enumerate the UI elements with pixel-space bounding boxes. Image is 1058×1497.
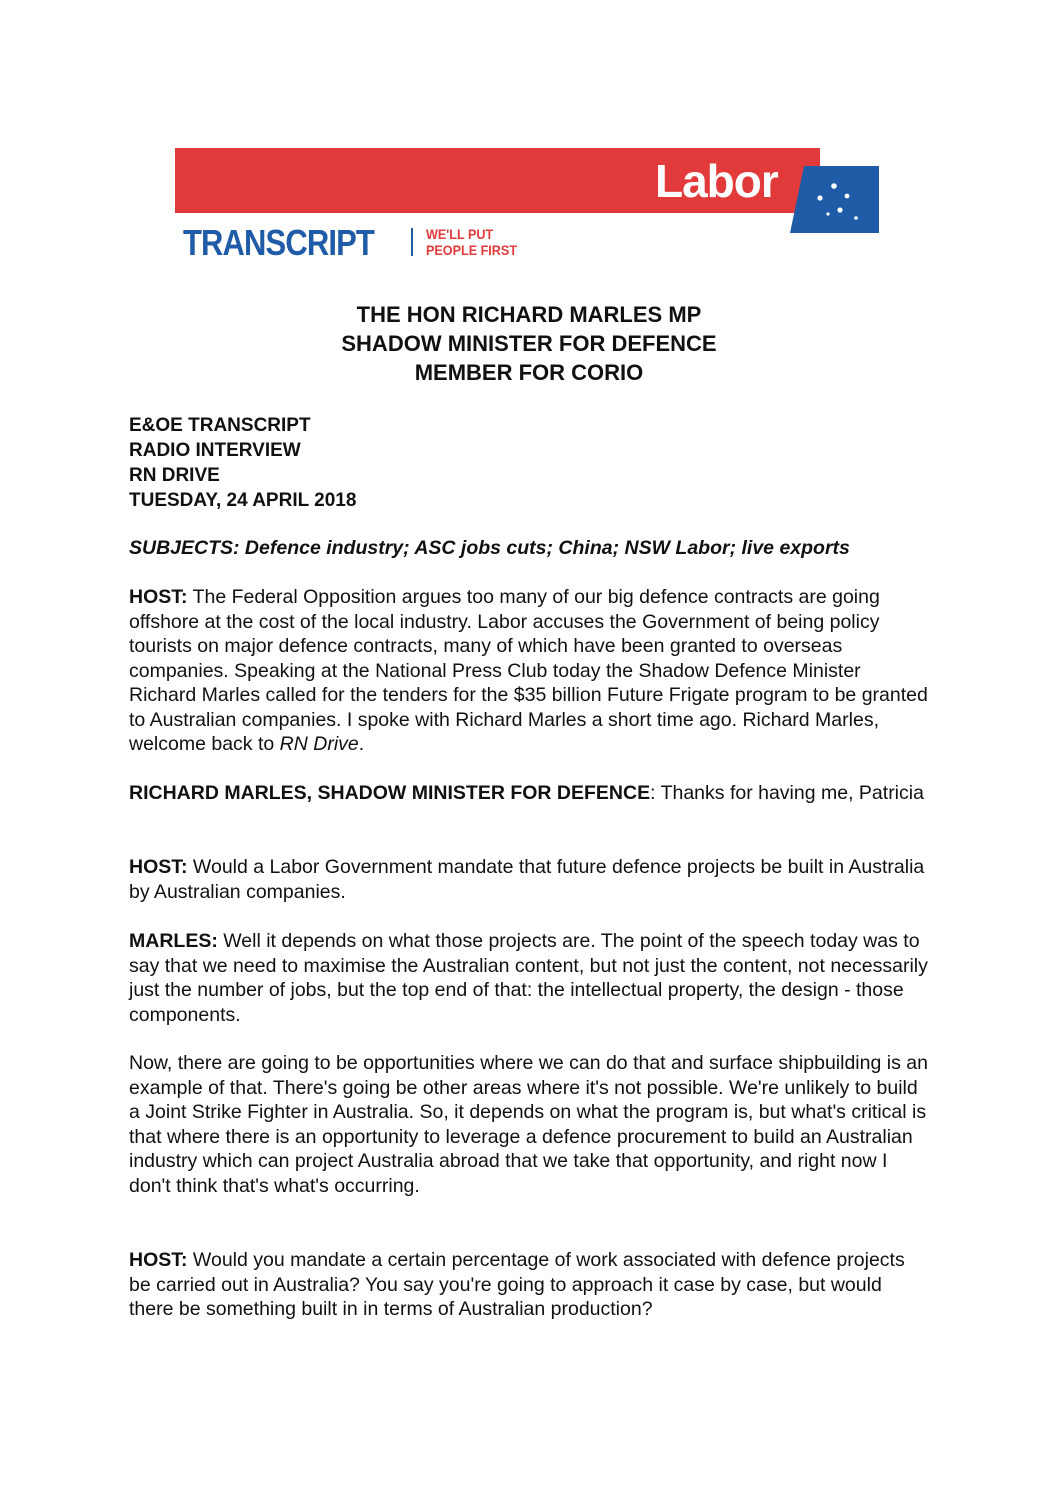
document-title <box>0 300 1058 387</box>
labor-logo-text: Labor <box>655 155 778 207</box>
paragraph-marles-3 <box>129 1051 929 1198</box>
transcript-meta <box>129 413 356 513</box>
subjects-line: SUBJECTS: Defence industry; ASC jobs cuts; China; NSW Labor; live exports <box>129 537 850 559</box>
title-line-1: THE HON RICHARD MARLES MP <box>356 302 702 327</box>
banner-slogan <box>426 226 517 258</box>
banner-title: TRANSCRIPT <box>183 222 374 263</box>
paragraph-end: . <box>358 733 365 755</box>
meta-line-2: RADIO INTERVIEW <box>129 440 301 461</box>
show-name: RN Drive <box>279 733 359 755</box>
speaker-label: HOST: <box>129 856 188 878</box>
meta-line-3: RN DRIVE <box>129 465 220 486</box>
southern-cross-flag-icon <box>790 166 879 233</box>
paragraph-marles-1 <box>129 781 929 806</box>
paragraph-text: Would you mandate a certain percentage of work associated with defence projects be carried out in Australia? You say you're going to approach it case by case, but would there be something built in in terms of Australian production? <box>129 1249 905 1320</box>
meta-line-1: E&OE TRANSCRIPT <box>129 415 311 436</box>
paragraph-text: : Thanks for having me, Patricia <box>650 782 924 804</box>
speaker-label: HOST: <box>129 1249 188 1271</box>
speaker-label: RICHARD MARLES, SHADOW MINISTER FOR DEFENCE <box>129 782 651 804</box>
banner-divider <box>411 228 413 256</box>
title-line-2: SHADOW MINISTER FOR DEFENCE <box>341 331 717 356</box>
paragraph-host-2 <box>129 855 929 904</box>
paragraph-host-3 <box>129 1248 929 1322</box>
speaker-label: MARLES: <box>129 930 218 952</box>
title-line-3: MEMBER FOR CORIO <box>414 360 644 385</box>
speaker-label: HOST: <box>129 586 188 608</box>
paragraph-text: The Federal Opposition argues too many of our big defence contracts are going offshore at the cost of the local industry. Labor accuses the Government of being policy tourists on major defence contracts, many of which have been granted to overseas companies. Speaking at the National Press Club today the Shadow Defence Minister Richard Marles called for the tenders for the $35 billion Future Frigate program to be granted to Australian companies. I spoke with Richard Marles a short time ago. Richard Marles, welcome back to <box>129 586 928 755</box>
slogan-line-1: WE'LL PUT <box>426 226 494 242</box>
slogan-line-2: PEOPLE FIRST <box>426 242 518 258</box>
paragraph-text: Now, there are going to be opportunities where we can do that and surface shipbuilding is an example of that. There's going be other areas where it's not possible. We're unlikely to build a Joint Strike Fighter in Australia. So, it depends on what the program is, but what's critical is that where there is an opportunity to leverage a defence procurement to build an Australian industry which can project Australia abroad that we take that opportunity, and right now I don't think that's what's occurring. <box>129 1052 928 1197</box>
meta-line-4: TUESDAY, 24 APRIL 2018 <box>129 490 357 511</box>
paragraph-marles-2 <box>129 929 929 1027</box>
paragraph-text: Would a Labor Government mandate that future defence projects be built in Australia by Australian companies. <box>129 856 925 903</box>
paragraph-text: Well it depends on what those projects are. The point of the speech today was to say that we need to maximise the Australian content, but not just the content, not necessarily just the number of jobs, but the top end of that: the intellectual property, the design - those components. <box>129 930 928 1026</box>
paragraph-host-1 <box>129 585 929 757</box>
